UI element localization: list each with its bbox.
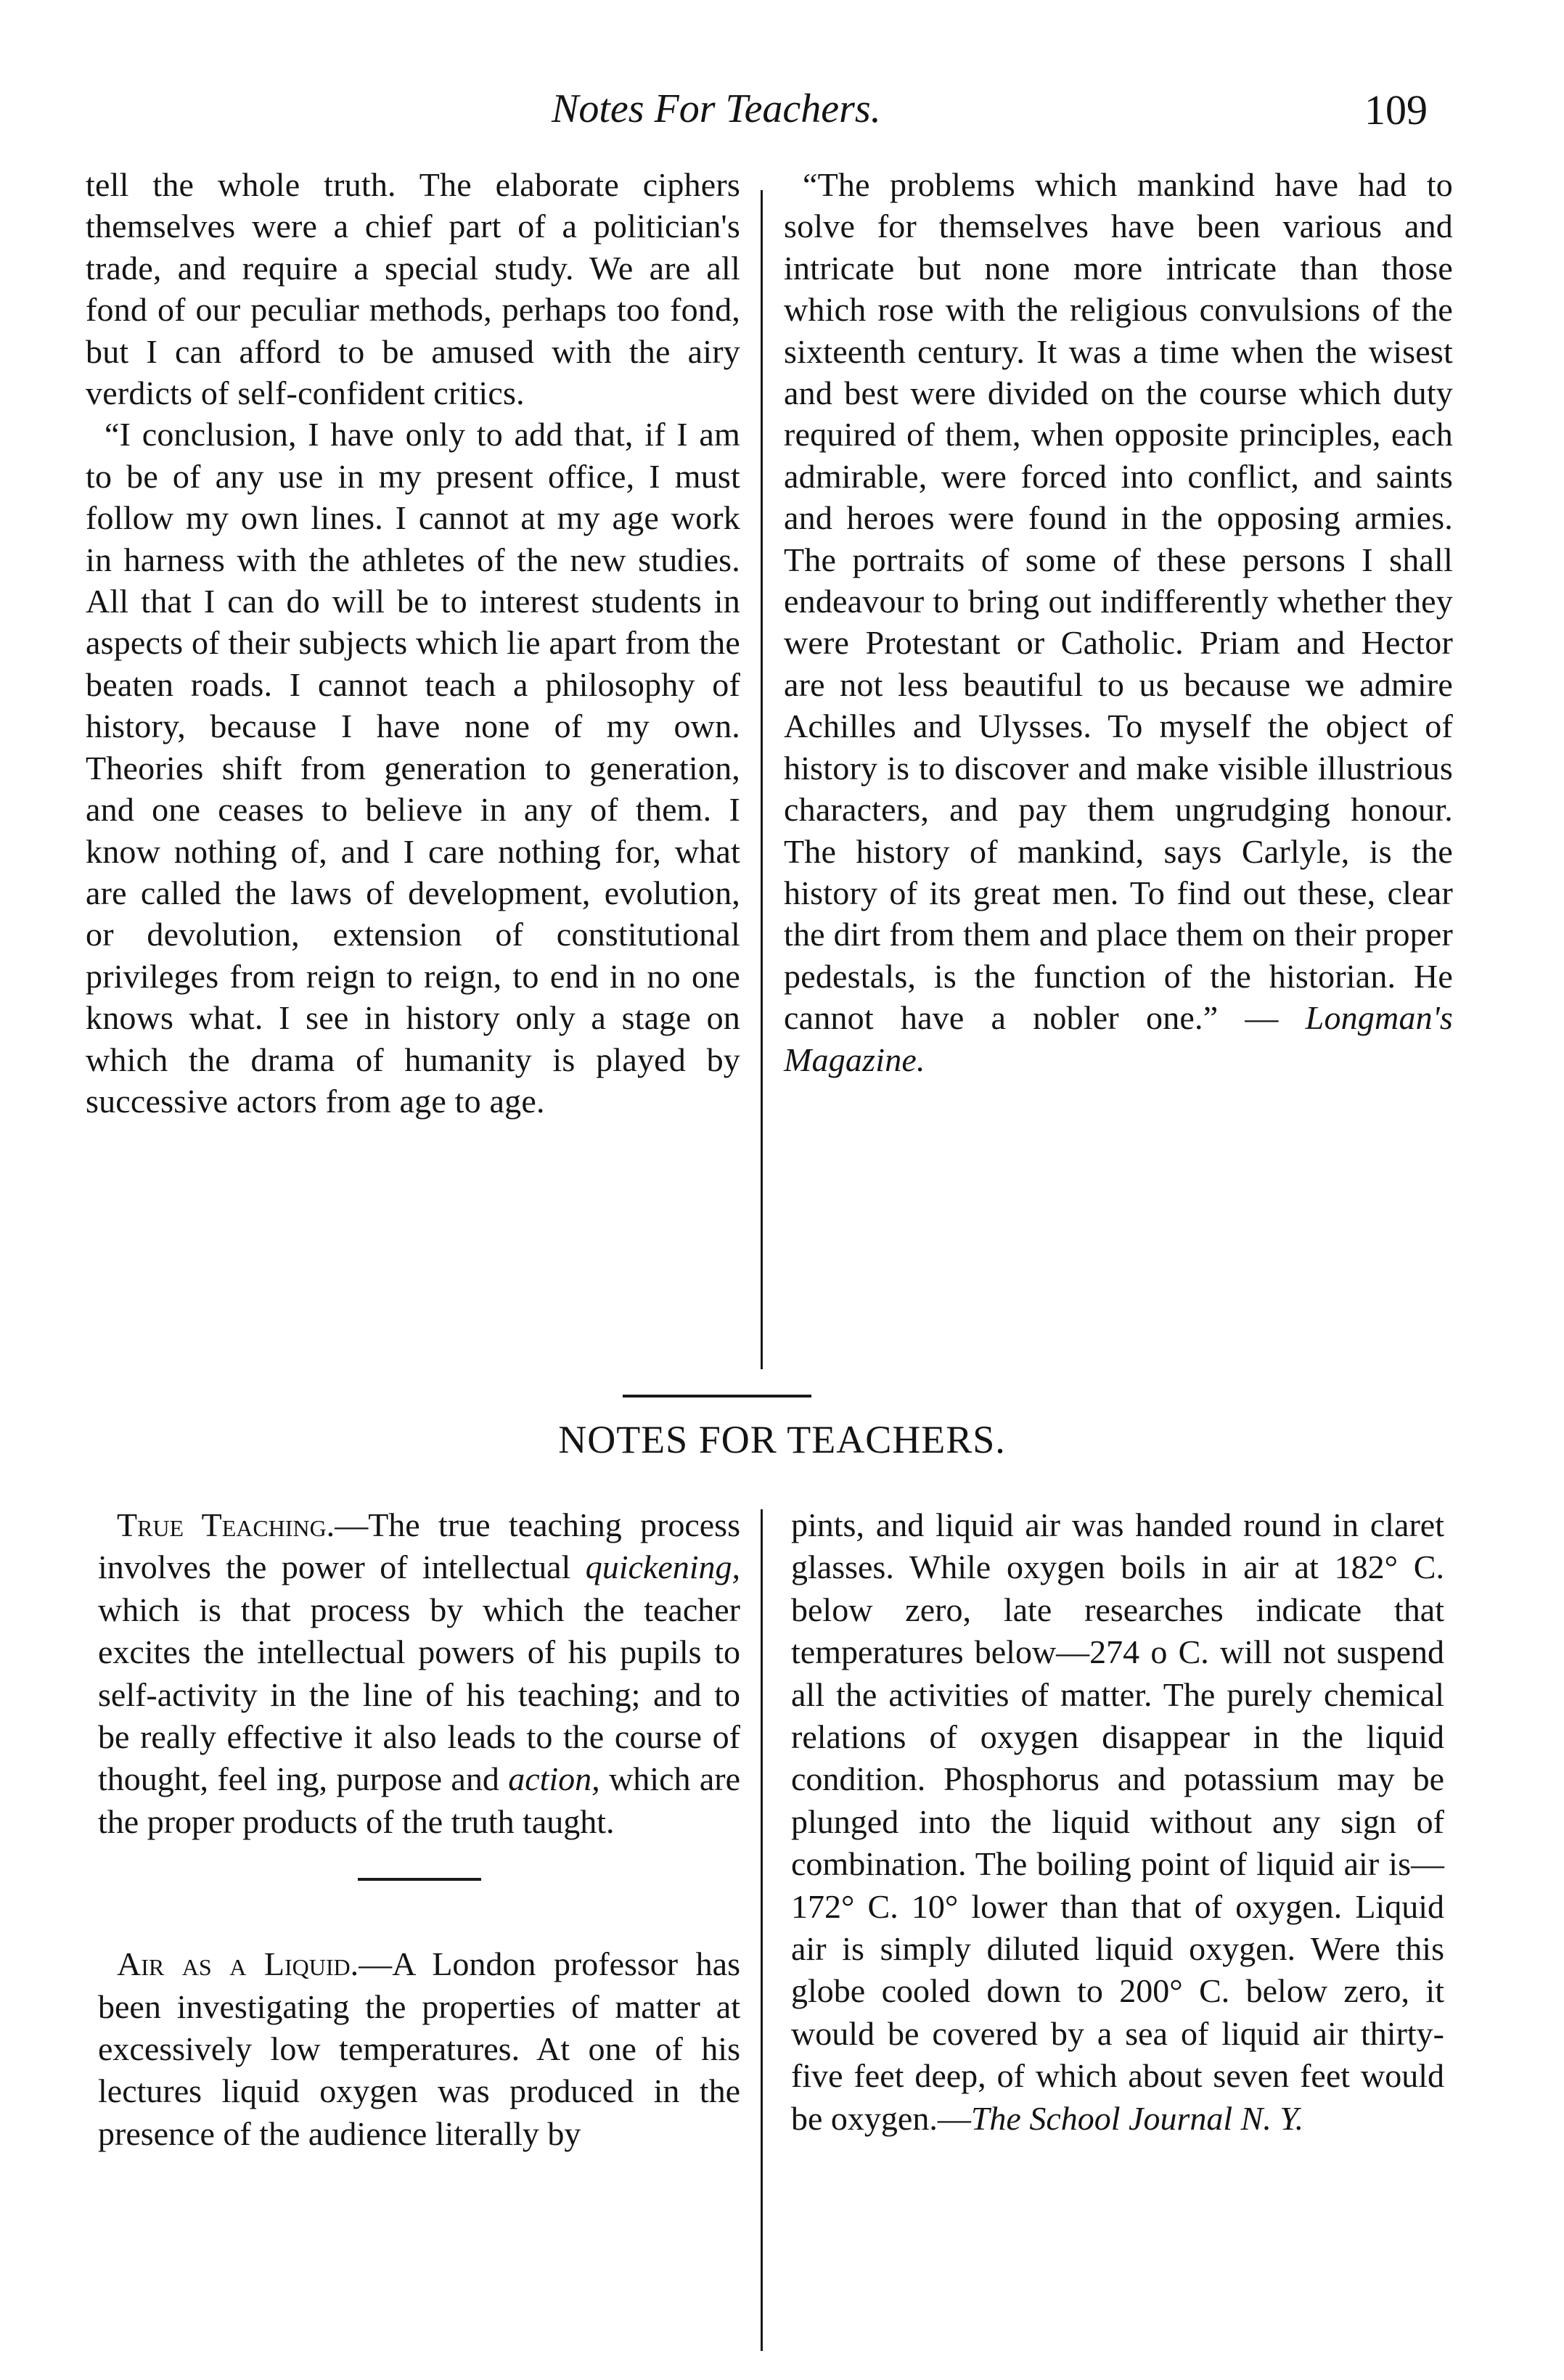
article-text: —A London professor has been investigating the properties of matter at excessively low temperatures. At one of his lectures liquid oxygen was produced in the presence of the audience literally by: [98, 1945, 740, 2152]
article-text: which is that process by which the teacher excites the intellectual powers of his pupils to self-activity in the line of his teaching; and to be really effective it also leads to the course of thought, feel ing, purpose and: [98, 1591, 740, 1798]
page-number: 109: [1364, 86, 1428, 134]
source-citation: Longman's Magazine.: [784, 999, 1453, 1078]
paragraph: [791, 1504, 1444, 2140]
article-title: Air as a Liquid.: [117, 1945, 359, 1983]
column-rule: [761, 190, 763, 1369]
emphasis: action,: [508, 1760, 600, 1798]
column-rule: [761, 1509, 763, 2351]
lower-right-column: [791, 1504, 1444, 2140]
article-text: pints, and liquid air was handed round in claret glasses. While oxygen boils in air at 182° C. below zero, late researches indicate that temperatures below—274 o C. will not suspend all the activities of matter. The purely chemical relations of oxygen disappear in the liquid condition. Phosphorus and potassium may be plunged into the liquid without any sign of combination. The boiling point of liquid air is—172° C. 10° lower than that of oxygen. Liquid air is simply diluted liquid oxygen. Were this globe cooled down to 200° C. below zero, it would be covered by a sea of liquid air thirty-five feet deep, of which about seven feet would be oxygen.—: [791, 1506, 1444, 2137]
article-air-as-liquid: [98, 1943, 740, 2155]
emphasis: quickening,: [585, 1548, 741, 1586]
article-title: True Teaching.: [117, 1506, 335, 1543]
section-divider: [623, 1395, 811, 1398]
upper-left-column: [86, 164, 740, 1122]
paragraph: “I conclusion, I have only to add that, if I am to be of any use in my present office, I must follow my own lines. I cannot at my age work in harness with the athletes of the new studies. All that I can do will be to interest students in aspects of their subjects which lie apart from the beaten roads. I cannot teach a philosophy of history, because I have none of my own. Theories shift from generation to generation, and one ceases to believe in any of them. I know nothing of, and I care nothing for, what are called the laws of development, evolution, or devolution, extension of constitutional privileges from reign to reign, to end in no one knows what. I see in history only a stage on which the drama of humanity is played by successive actors from age to age.: [86, 416, 740, 1120]
lower-left-column: [98, 1504, 740, 2155]
article-text: which are the proper products of the truth taught.: [98, 1760, 741, 1840]
article-divider: [358, 1878, 481, 1881]
article-true-teaching: [98, 1504, 740, 1843]
source-citation: The School Journal N. Y.: [970, 2099, 1304, 2137]
paragraph: tell the whole truth. The elaborate ciphers themselves were a chief part of a politician's trade, and require a special study. We are all fond of our peculiar methods, perhaps too fond, but I can afford to be amused with the airy verdicts of self-confident critics.: [86, 166, 740, 412]
paragraph: [784, 164, 1453, 1080]
running-title: Notes For Teachers.: [552, 86, 881, 131]
article-text: —The true teaching process involves the power of intellectual: [98, 1506, 740, 1586]
upper-right-column: [784, 164, 1453, 1080]
quote-text: “The problems which mankind have had to solve for themselves have been various and intricate but none more intricate than those which rose with the religious convulsions of the sixteenth century. It was a time when the wisest and best were divided on the course which duty required of them, when opposite principles, each admirable, were forced into conflict, and saints and heroes were found in the opposing armies. The portraits of some of these persons I shall endeavour to bring out indifferently whether they were Protestant or Catholic. Priam and Hector are not less beautiful to us because we admire Achilles and Ulysses. To myself the object of history is to discover and make visible illustrious characters, and pay them ungrudging honour. The history of mankind, says Carlyle, is the history of its great men. To find out these, clear the dirt from them and place them on their proper pedestals, is the function of the historian. He cannot have a nobler one.” —: [784, 166, 1453, 1037]
section-heading: NOTES FOR TEACHERS.: [558, 1418, 1006, 1461]
